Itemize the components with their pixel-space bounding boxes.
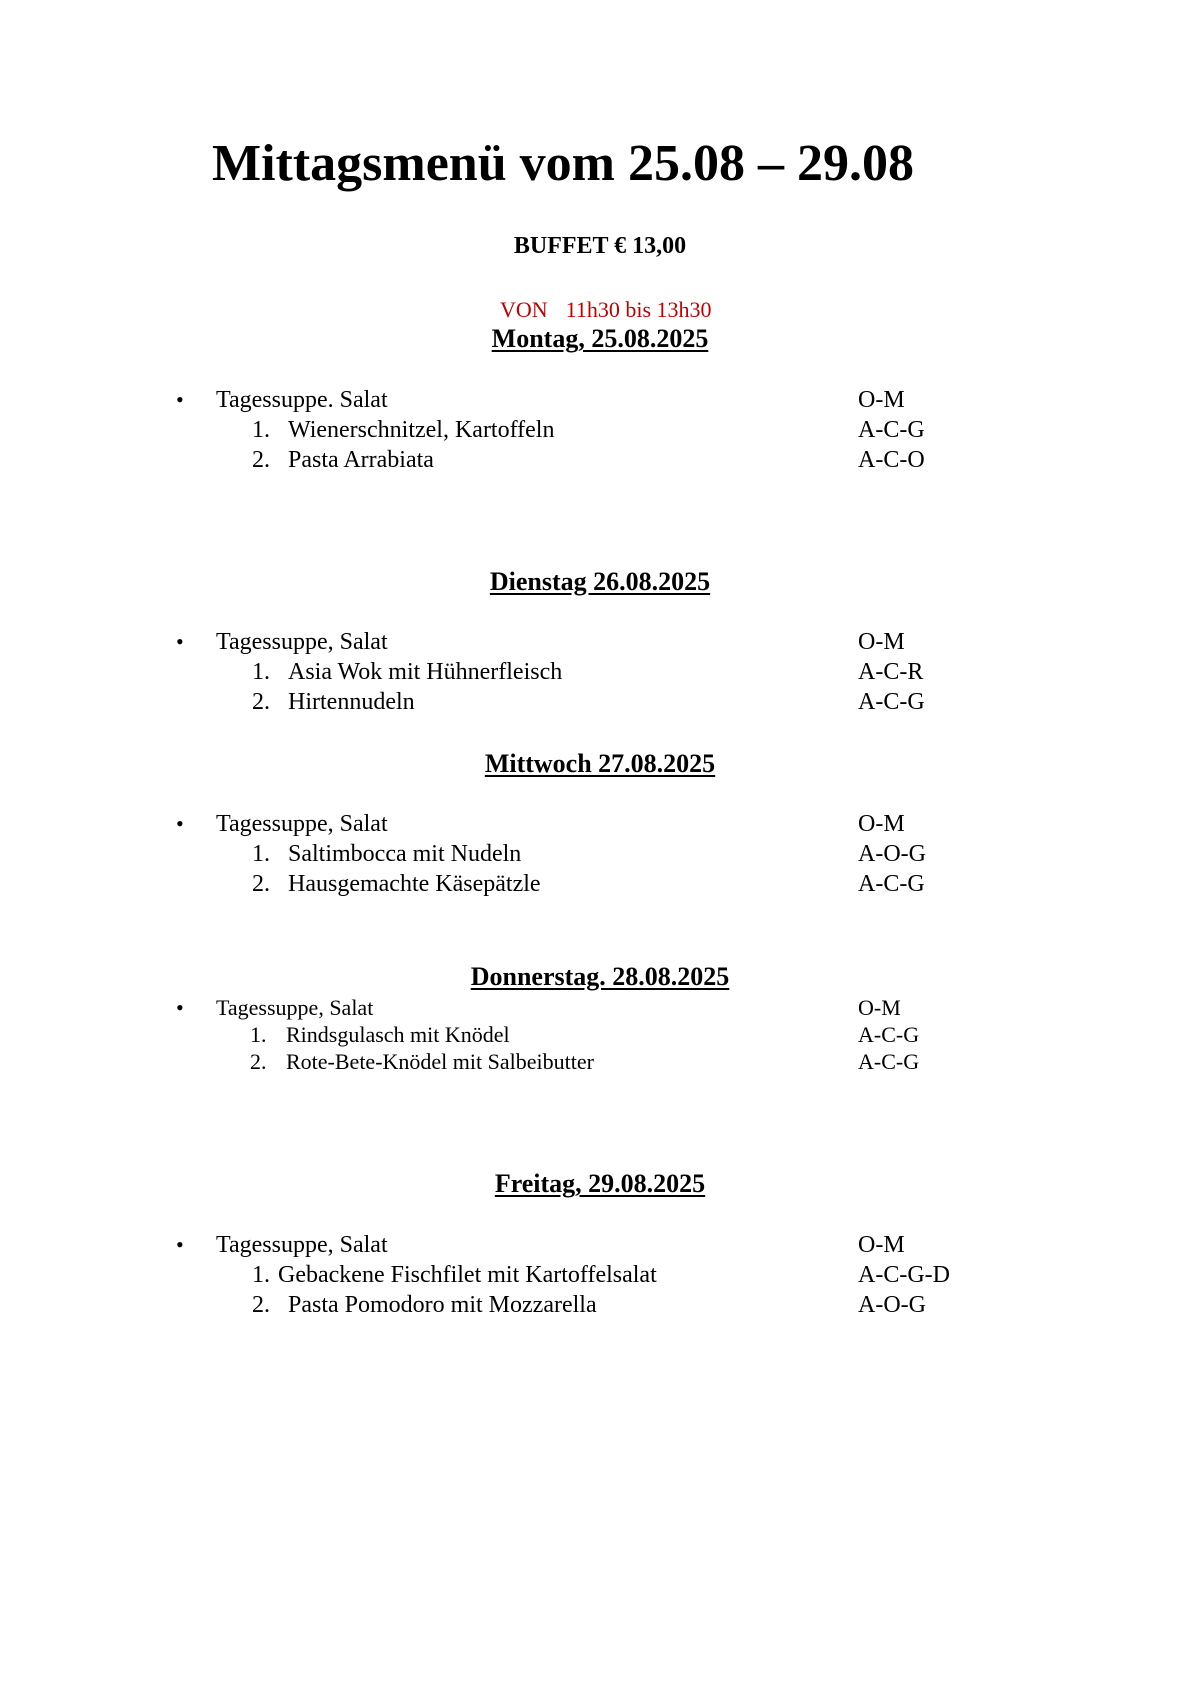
soup-row — [0, 994, 1190, 1022]
bullet-icon: • — [176, 811, 184, 836]
opening-hours-label: VON — [500, 297, 548, 322]
item-number: 2. — [252, 447, 270, 473]
day-heading-freitag: Freitag, 29.08.2025 — [494, 1169, 706, 1198]
soup-row — [0, 1230, 1190, 1260]
menu-item — [0, 839, 1190, 869]
soup-row — [0, 809, 1190, 839]
bullet-icon: • — [176, 1232, 184, 1257]
day-heading-dienstag: Dienstag 26.08.2025 — [489, 567, 711, 596]
item-text: Pasta Pomodoro mit Mozzarella — [288, 1292, 597, 1318]
allergen-code: A-C-G — [858, 417, 925, 443]
allergen-code: A-C-G — [858, 1049, 920, 1074]
item-text: Rote-Bete-Knödel mit Salbeibutter — [286, 1049, 594, 1074]
item-number: 1. — [252, 841, 270, 867]
item-text: Hausgemachte Käsepätzle — [288, 871, 541, 897]
soup-text: Tagessuppe, Salat — [216, 995, 374, 1020]
day-heading-montag: Montag, 25.08.2025 — [491, 324, 709, 353]
page-title: Mittagsmenü vom 25.08 – 29.08 — [212, 135, 914, 192]
allergen-code: A-O-G — [858, 1292, 926, 1318]
item-text: Asia Wok mit Hühnerfleisch — [288, 659, 563, 685]
menu-item — [0, 687, 1190, 717]
allergen-code: A-O-G — [858, 841, 926, 867]
allergen-code: O-M — [858, 811, 905, 837]
soup-text: Tagessuppe, Salat — [216, 1232, 388, 1258]
menu-item — [0, 1048, 1190, 1076]
allergen-code: O-M — [858, 387, 905, 413]
soup-text: Tagessuppe. Salat — [216, 387, 388, 413]
menu-item — [0, 1021, 1190, 1049]
opening-hours — [500, 297, 712, 323]
menu-item — [0, 445, 1190, 475]
item-number: 1. — [250, 1022, 267, 1047]
item-text: Saltimbocca mit Nudeln — [288, 841, 522, 867]
allergen-code: A-C-G-D — [858, 1262, 950, 1288]
allergen-code: A-C-R — [858, 659, 924, 685]
item-text: Rindsgulasch mit Knödel — [286, 1022, 510, 1047]
soup-text: Tagessuppe, Salat — [216, 811, 388, 837]
bullet-icon: • — [176, 629, 184, 654]
menu-item — [0, 1290, 1190, 1320]
item-text: Hirtennudeln — [288, 689, 415, 715]
soup-row — [0, 627, 1190, 657]
bullet-icon: • — [176, 995, 184, 1020]
allergen-code: A-C-G — [858, 1022, 920, 1047]
allergen-code: O-M — [858, 995, 901, 1020]
allergen-code: O-M — [858, 629, 905, 655]
item-number: 2. — [252, 1292, 270, 1318]
menu-item — [0, 657, 1190, 687]
allergen-code: O-M — [858, 1232, 905, 1258]
day-heading-mittwoch: Mittwoch 27.08.2025 — [484, 749, 716, 778]
opening-hours-range: 11h30 bis 13h30 — [565, 297, 712, 322]
menu-item — [0, 1260, 1190, 1290]
buffet-price: BUFFET € 13,00 — [513, 233, 687, 259]
item-number: 1. — [252, 1262, 270, 1288]
soup-row — [0, 385, 1190, 415]
item-number: 1. — [252, 659, 270, 685]
day-heading-donnerstag: Donnerstag. 28.08.2025 — [470, 962, 730, 991]
allergen-code: A-C-G — [858, 689, 925, 715]
menu-item — [0, 415, 1190, 445]
item-text: Wienerschnitzel, Kartoffeln — [288, 417, 555, 443]
item-number: 2. — [252, 871, 270, 897]
menu-item — [0, 869, 1190, 899]
item-number: 1. — [252, 417, 270, 443]
item-number: 2. — [252, 689, 270, 715]
allergen-code: A-C-O — [858, 447, 925, 473]
bullet-icon: • — [176, 387, 184, 412]
item-number: 2. — [250, 1049, 267, 1074]
item-text: Gebackene Fischfilet mit Kartoffelsalat — [278, 1262, 657, 1288]
allergen-code: A-C-G — [858, 871, 925, 897]
item-text: Pasta Arrabiata — [288, 447, 434, 473]
soup-text: Tagessuppe, Salat — [216, 629, 388, 655]
